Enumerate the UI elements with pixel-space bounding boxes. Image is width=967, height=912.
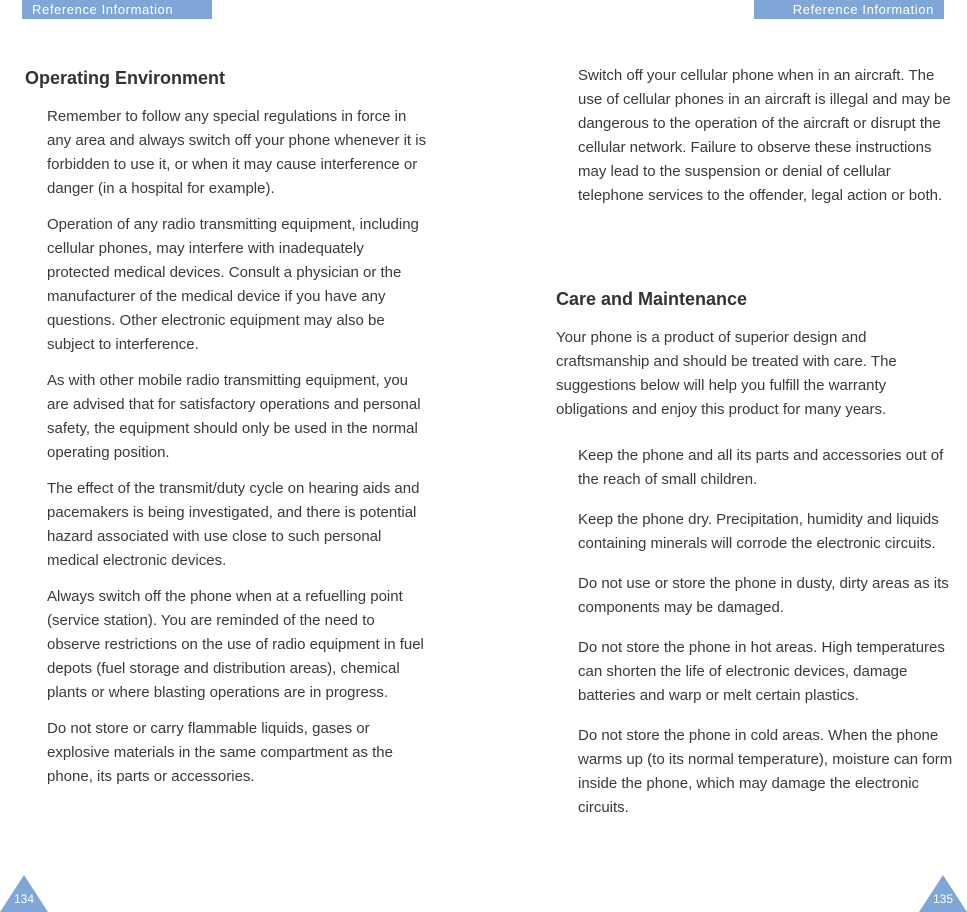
care-maintenance-heading: Care and Maintenance <box>556 289 748 309</box>
left-page-body <box>47 105 427 801</box>
operating-environment-heading: Operating Environment <box>25 68 226 88</box>
aircraft-text: Switch off your cellular phone when in an aircraft. The use of cellular phones in an aircraft is illegal and may be dangerous to the operation of the aircraft or disrupt the cellular network. Failure to observe these instructions may lead to the suspension or denial of cellular telephone services to the offender, legal action or both. <box>578 67 951 204</box>
left-paragraph: The effect of the transmit/duty cycle on hearing aids and pacemakers is being investigated, and there is potential hazard associated with use close to such personal medical electronic devices. <box>47 480 420 569</box>
section-tab-right: Reference Information <box>754 0 944 19</box>
care-list <box>578 444 958 836</box>
care-intro <box>556 326 946 422</box>
section-tab-left: Reference Information <box>22 0 212 19</box>
page-corner-right <box>919 875 967 912</box>
care-item: Do not store the phone in cold areas. When the phone warms up (to its normal temperature), moisture can form inside the phone, which may damage the electronic circuits. <box>578 727 953 816</box>
aircraft-paragraph <box>578 64 958 208</box>
care-item: Keep the phone and all its parts and accessories out of the reach of small children. <box>578 447 944 488</box>
left-paragraph: Operation of any radio transmitting equipment, including cellular phones, may interfere with inadequately protected medical devices. Consult a physician or the manufacturer of the medical device if you have any questions. Other electronic equipment may also be subject to interference. <box>47 216 419 353</box>
care-intro-text: Your phone is a product of superior design and craftsmanship and should be treated with care. The suggestions below will help you fulfill the warranty obligations and enjoy this product for many years. <box>556 329 897 418</box>
left-paragraph: Do not store or carry flammable liquids, gases or explosive materials in the same compartment as the phone, its parts or accessories. <box>47 720 393 785</box>
page-corner-left <box>0 875 48 912</box>
left-paragraph: Remember to follow any special regulations in force in any area and always switch off your phone whenever it is forbidden to use it, or when it may cause interference or danger (in a hospital for example). <box>47 108 427 197</box>
care-item: Do not store the phone in hot areas. High temperatures can shorten the life of electronic devices, damage batteries and warp or melt certain plastics. <box>578 639 945 704</box>
care-item: Do not use or store the phone in dusty, dirty areas as its components may be damaged. <box>578 575 949 616</box>
page-number-right: 135 <box>932 892 954 906</box>
left-paragraph: As with other mobile radio transmitting equipment, you are advised that for satisfactory operations and personal safety, the equipment should only be used in the normal operating position. <box>47 372 421 461</box>
left-paragraph: Always switch off the phone when at a refuelling point (service station). You are reminded of the need to observe restrictions on the use of radio equipment in fuel depots (fuel storage and distribution areas), chemical plants or where blasting operations are in progress. <box>47 588 424 701</box>
page-number-left: 134 <box>13 892 35 906</box>
care-item: Keep the phone dry. Precipitation, humidity and liquids containing minerals will corrode the electronic circuits. <box>578 511 939 552</box>
